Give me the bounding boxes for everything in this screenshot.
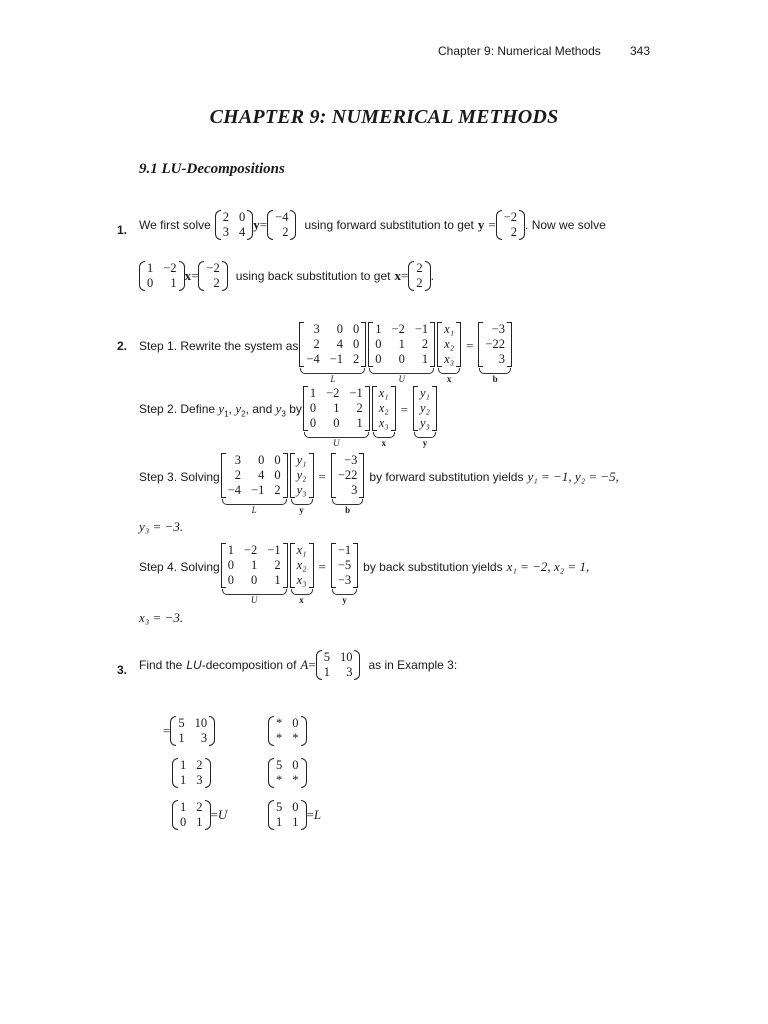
chapter-title: CHAPTER 9: NUMERICAL METHODS [209,106,559,128]
cell: −22 [485,337,505,351]
cell: 1 [196,815,203,829]
label-U: U [398,374,405,384]
equals: = [306,807,314,822]
cell: −2 [391,322,405,336]
cell: 4 [239,225,246,239]
var: y [275,401,282,417]
cell: x₃ [296,573,307,587]
problem-1-line-1 [139,210,606,240]
cell: 1 [170,276,177,290]
cell: * [276,716,283,730]
cell: 4 [336,337,344,351]
cell: 2 [196,758,203,772]
equals: = [191,268,199,283]
cell: 0 [147,276,154,290]
cell: x₂ [378,401,389,415]
equals: = [210,807,218,822]
step-4-continuation: x₃ = −3. [139,610,184,625]
step-3-continuation: y₃ = −3. [139,519,184,534]
matrix-symbol-a: A [300,657,309,672]
label-b: b [345,505,351,515]
vector-y [413,386,437,448]
cell: −3 [491,322,505,336]
p3-row-3-right [268,800,321,830]
p1-matrix-a [215,210,254,240]
p3-row-1-left [163,716,215,746]
p1-vector-b [267,210,296,240]
cell: 0 [258,453,265,467]
cell: x₃ [378,416,389,430]
cell: 5 [276,758,283,772]
cell: * [292,731,299,745]
vector-x: x [184,268,192,283]
cell: 0 [292,758,299,772]
cell: 1 [276,815,283,829]
cell: −1 [267,543,281,557]
cell: 0 [336,322,344,336]
cell: 1 [421,352,429,366]
vector-y: y [253,217,260,232]
cell: 2 [196,800,203,814]
cell: 10 [339,650,353,664]
step-3-text: Step 3. Solving [139,470,220,484]
p3-row-2-left [172,758,211,788]
cell: 1 [292,815,299,829]
label-x: x [299,595,304,605]
cell: 1 [180,800,187,814]
p3-text: as in Example 3: [368,658,458,672]
cell: 0 [333,416,340,430]
cell: 2 [213,276,220,290]
equals: = [318,469,326,484]
cell: −2 [206,261,220,275]
cell: 2 [274,483,281,497]
cell: y₂ [420,401,430,415]
p1-text: using back substitution to get [235,269,391,283]
cell: x₃ [444,352,455,366]
cell: 0 [239,210,246,224]
p1-text: We first solve [139,218,211,232]
separator: , [228,402,232,417]
vector-y-solution [331,543,358,605]
cell: 0 [375,352,382,366]
cell: −1 [349,386,363,400]
subscript: 1 [224,409,229,419]
var: y [218,401,225,417]
label-x: x [446,374,452,384]
step-2-label: Step 2. Define [139,402,216,417]
cell: x₁ [296,543,307,557]
vector-x [290,543,314,605]
cell: −22 [337,468,358,482]
label-b: b [492,374,498,384]
cell: −4 [227,483,242,497]
page-number: 343 [630,44,651,58]
cell: 1 [180,758,187,772]
step-3-text-b: by forward substitution yields [369,470,524,484]
cell: * [292,773,299,787]
cell: −4 [275,210,289,224]
cell: x₂ [296,558,307,572]
step-4-text-b: by back substitution yields [363,560,503,574]
matrix-U [303,386,370,448]
label-y: y [342,595,347,605]
cell: 1 [323,665,330,679]
cell: 0 [180,815,187,829]
p1-vector-y-solution [496,210,525,240]
cell: 3 [498,352,505,366]
p3-text: -decomposition of [201,658,297,672]
cell: 3 [200,731,208,745]
cell: * [276,773,283,787]
equals: = [318,559,326,574]
label-x: x [381,438,386,448]
label-L: L [251,505,257,515]
label-L: L [330,374,336,384]
p1-text: using forward substitution to get [304,218,474,232]
cell: 2 [282,225,289,239]
cell: 0 [309,401,317,415]
vector-x: x [394,268,401,283]
conjunction: , and [245,402,273,417]
section-heading: 9.1 LU-Decompositions [139,161,285,177]
cell: 1 [274,573,281,587]
cell: x₁ [444,322,455,336]
cell: 3 [346,665,353,679]
cell: 2 [313,337,320,351]
cell: 4 [258,468,265,482]
cell: 0 [292,716,299,730]
cell: −2 [163,261,177,275]
cell: y₁ [420,386,430,400]
vector-x [372,386,396,448]
p1-text: . [430,269,434,283]
cell: −4 [306,352,320,366]
p1-vector-x-solution [408,261,430,291]
matrix-L [299,322,366,384]
p1-vector-y2 [198,261,227,291]
matrix-U [221,543,288,605]
vector-x [437,322,461,384]
cell: x₂ [444,337,455,351]
step-3-result: y₁ = −1, y₂ = −5, [527,469,619,484]
cell: y₃ [296,483,307,497]
cell: −3 [344,453,358,467]
cell: 1 [398,337,405,351]
step-4-result: x₁ = −2, x₂ = 1, [506,559,590,574]
cell: 3 [313,322,320,336]
p3-row-2-right [268,758,307,788]
cell: 0 [227,573,234,587]
p1-text: . Now we solve [525,218,606,232]
p3-text: Find the [139,658,183,672]
cell: 2 [421,337,429,351]
equals: = [400,268,409,283]
cell: 0 [227,558,234,572]
cell: 1 [180,773,187,787]
cell: 1 [356,416,363,430]
p3-row-1-right [268,716,307,746]
step-1 [139,322,513,384]
subscript: 2 [241,409,246,419]
step-4 [139,543,589,605]
cell: 0 [309,416,317,430]
cell: 10 [194,716,208,730]
cell: −2 [503,210,518,224]
cell: −1 [251,483,265,497]
cell: 2 [274,558,281,572]
p1-matrix-a-cells [221,210,248,240]
p3-row-3-left [172,800,227,830]
cell: * [276,731,283,745]
step-4-text: Step 4. Solving [139,560,220,574]
cell: −1 [337,543,352,557]
cell: 3 [196,773,203,787]
label-y: y [299,505,304,515]
cell: 1 [375,322,382,336]
label-U: U [250,595,258,605]
step-2 [139,386,438,448]
cell: −5 [337,558,352,572]
cell: 1 [147,261,154,275]
problem-number-1: 1. [117,223,128,237]
subscript: 3 [281,409,286,419]
cell: −3 [337,573,352,587]
label-y: y [422,438,428,448]
cell: 0 [353,337,360,351]
cell: 5 [323,650,330,664]
step-3 [139,453,619,515]
cell: 3 [351,483,358,497]
cell: 1 [333,401,340,415]
cell: −1 [414,322,429,336]
cell: 0 [398,352,405,366]
matrix-U [368,322,435,384]
cell: x₁ [378,386,389,400]
equals: = [308,657,316,672]
cell: −2 [243,543,258,557]
equals: = [488,217,496,232]
cell: 0 [353,322,360,336]
cell: 0 [292,800,299,814]
cell: 0 [251,573,258,587]
matrix-symbol-u: U [217,807,228,822]
vector-y [290,453,314,515]
p1-matrix-u [139,261,185,291]
cell: −2 [326,386,340,400]
cell: 3 [234,453,242,467]
problem-number-2: 2. [117,339,128,353]
cell: −1 [329,352,344,366]
equals: = [259,217,268,232]
p3-matrix-a [316,650,361,680]
cell: 5 [276,800,283,814]
problem-1-line-2 [139,261,434,291]
cell: 2 [416,261,423,275]
equals: = [400,402,408,417]
problem-number-3: 3. [117,663,128,677]
cell: y₃ [420,416,430,430]
equals: = [163,723,171,738]
p3-lu: LU [186,658,202,672]
matrix-symbol-l: L [313,807,322,822]
cell: y₂ [296,468,307,482]
cell: 2 [356,401,363,415]
matrix-L [221,453,288,515]
cell: 0 [274,468,281,482]
cell: 5 [178,716,185,730]
cell: y₁ [296,453,307,467]
cell: 1 [178,731,185,745]
cell: 2 [510,225,518,239]
cell: 2 [353,352,360,366]
cell: 2 [234,468,242,482]
by: by [289,402,302,417]
step-1-text: Step 1. Rewrite the system as [139,339,299,353]
cell: 1 [227,543,234,557]
label-U: U [333,438,340,448]
step-2-text [139,401,302,418]
vector-y: y [477,217,485,232]
var: y [235,401,242,417]
cell: 3 [222,225,230,239]
running-header-chapter: Chapter 9: Numerical Methods [438,44,601,58]
cell: 1 [251,558,258,572]
cell: 0 [375,337,382,351]
cell: 2 [416,276,423,290]
equals: = [466,338,474,353]
cell: 0 [274,453,281,467]
problem-3-line [139,650,457,680]
vector-b [331,453,365,515]
cell: 1 [309,386,317,400]
vector-b [478,322,512,384]
cell: 2 [222,210,230,224]
